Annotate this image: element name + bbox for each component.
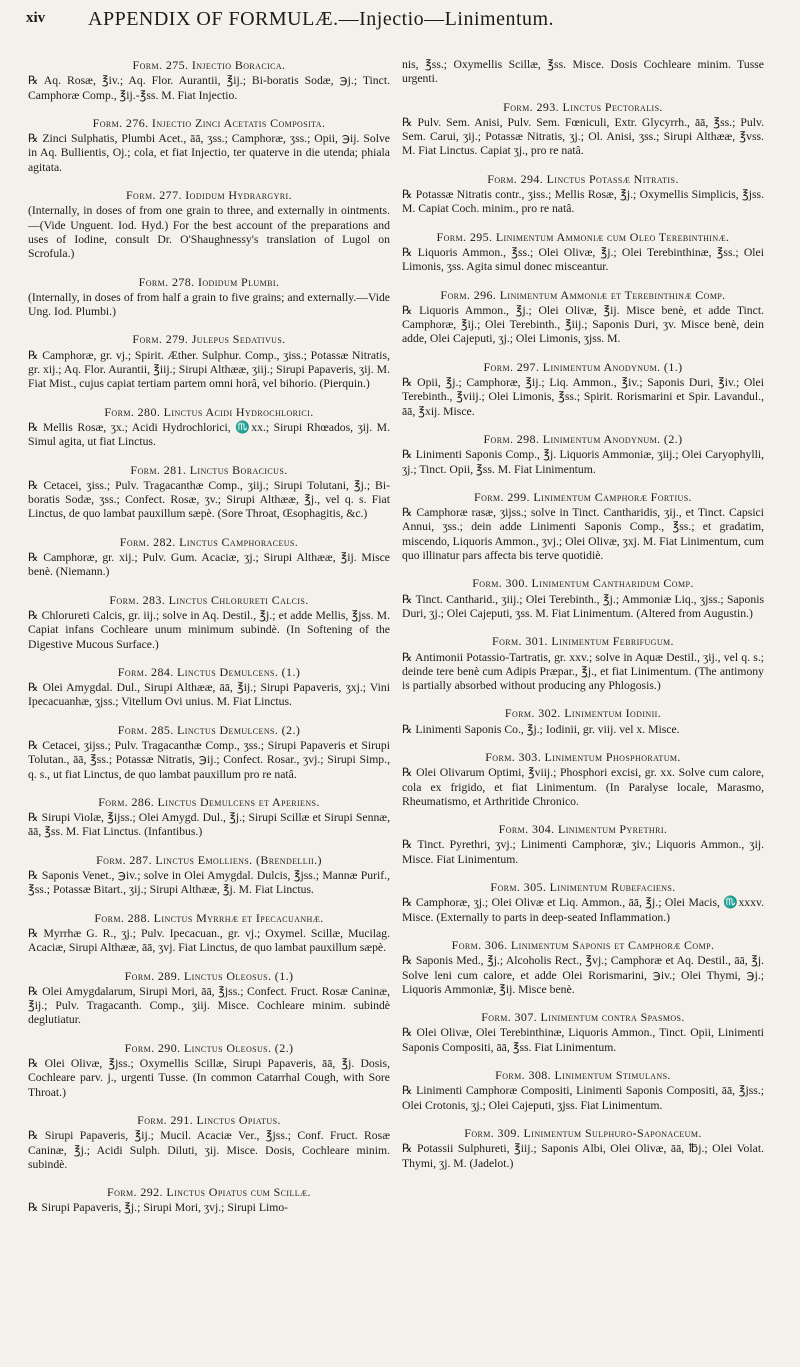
formula-title: Form. 299. Linimentum Camphoræ Fortius. <box>474 489 692 504</box>
formula-body: ℞ Antimonii Potassio-Tartratis, gr. xxv.; solve in Aquæ Destil., ʒij., vel q. s.; deinde tere benè cum Adipis Præpar., ℥j., et fiat Linimentum. (The antimony is partially absorbed without producing any Phlogosis.) <box>402 650 764 693</box>
formula-title: Form. 291. Linctus Opiatus. <box>137 1112 281 1127</box>
formula-body: ℞ Camphoræ, ʒj.; Olei Olivæ et Liq. Ammon., āā, ℥j.; Olei Macis, ♏xxxv. Misce. (Externally to parts in deep-seated Inflammation.) <box>402 896 764 924</box>
formula-title: Form. 294. Linctus Potassæ Nitratis. <box>487 171 679 186</box>
formula-body: ℞ Aq. Rosæ, ℥iv.; Aq. Flor. Aurantii, ℥ij.; Bi-boratis Sodæ, ℈j.; Tinct. Camphoræ Comp., ℥ij.-℥ss. M. Fiat Injectio. <box>28 74 390 102</box>
formula-body: ℞ Zinci Sulphatis, Plumbi Acet., āā, ʒss.; Camphoræ, ʒss.; Opii, ℈ij. Solve in Aq. Bullientis, Oj.; cola, et fiat Injectio, ter quaterve in die utenda; phiala agitata. <box>28 132 390 174</box>
formula-entry <box>28 795 390 840</box>
formula-body: ℞ Olei Amygdal. Dul., Sirupi Althææ, āā, ℥ij.; Sirupi Papaveris, ʒxj.; Vini Ipecacuanhæ, ʒjss.; Vitellum Ovi unius. M. Fiat Linctus. <box>28 681 390 709</box>
formula-body: ℞ Mellis Rosæ, ʒx.; Acidi Hydrochlorici, ♏xx.; Sirupi Rhœados, ʒij. M. Simul agita, ut fiat Linctus. <box>28 420 390 449</box>
formula-title: Form. 289. Linctus Oleosus. (1.) <box>124 968 294 983</box>
formula-entry <box>28 405 390 450</box>
formula-body: ℞ Pulv. Sem. Anisi, Pulv. Sem. Fœniculi, Extr. Glycyrrh., āā, ℥ss.; Pulv. Sem. Carui, ʒij.; Potassæ Nitratis, ʒj.; Ol. Anisi, ʒss.; Sirupi Althææ, ℥vss. M. Fiat Linctus. Capiat ʒj., pro re natâ. <box>402 115 764 158</box>
page-number: xiv <box>26 10 46 26</box>
formula-body: ℞ Camphoræ rasæ, ʒijss.; solve in Tinct. Cantharidis, ʒij., et Tinct. Capsici Annui, ʒss.; dein adde Linimenti Saponis Comp., ℥ss.; et gradatim, miscendo, Liquoris Ammon., ʒvj.; Olei Olivæ, ʒxj. M. Fiat Linimentum, cum quo illinatur pars affecta bis terve quotidiè. <box>402 506 764 563</box>
formula-entry <box>402 100 764 159</box>
page-header <box>26 8 776 38</box>
formula-body: ℞ Olei Amygdalarum, Sirupi Mori, āā, ℥jss.; Confect. Fruct. Rosæ Caninæ, ℥ij.; Pulv. Tragacanth. Comp., ʒiij. Misce. Cochleare minim. subindè deglutiatur. <box>28 984 390 1027</box>
formula-entry <box>402 230 764 275</box>
formula-title: Form. 275. Injectio Boracica. <box>132 58 286 72</box>
formula-entry <box>402 880 764 925</box>
formula-entry <box>28 593 390 652</box>
formula-entry <box>28 723 390 782</box>
formula-body: ℞ Sirupi Papaveris, ℥ij.; Mucil. Acaciæ Ver., ℥jss.; Conf. Fruct. Rosæ Caninæ, ℥j.; Acidi Sulph. Diluti, ʒij. Misce. Dosis, Cochleare minim. subindè. <box>28 1129 390 1171</box>
formula-entry <box>402 58 764 87</box>
formula-body: (Internally, in doses of from one grain to three, and externally in ointments.—(Vide Unguent. Iod. Hyd.) For the best account of the preparations and uses of Iodine, consult Dr. O'Shaughnessy's translation of Lugol on Scrofula.) <box>28 204 390 261</box>
formula-title: Form. 295. Linimentum Ammoniæ cum Oleo Terebinthinæ. <box>436 229 730 244</box>
formula-entry <box>402 1126 764 1171</box>
formula-title: Form. 285. Linctus Demulcens. (2.) <box>117 722 301 737</box>
left-column <box>28 58 390 1229</box>
formula-entry <box>402 288 764 347</box>
formula-title: Form. 304. Linimentum Pyrethri. <box>498 822 668 837</box>
formula-body: ℞ Saponis Venet., ℈iv.; solve in Olei Amygdal. Dulcis, ℥jss.; Mannæ Purif., ℥ss.; Potassæ Bitart., ʒij.; Sirupi Althææ, ℥j. M. Fiat Linctus. <box>28 869 390 897</box>
formula-body: ℞ Potassæ Nitratis contr., ʒiss.; Mellis Rosæ, ℥j.; Oxymellis Simplicis, ℥jss. M. Capiat Coch. minim., pro re natâ. <box>402 188 764 216</box>
formula-title: Form. 298. Linimentum Anodynum. (2.) <box>483 431 683 446</box>
formula-title: Form. 307. Linimentum contra Spasmos. <box>481 1010 685 1025</box>
formula-title: Form. 276. Injectio Zinci Acetatis Composita. <box>92 115 326 130</box>
formula-entry <box>28 665 390 710</box>
formula-title: Form. 286. Linctus Demulcens et Aperiens. <box>98 794 320 809</box>
formula-body: ℞ Sirupi Violæ, ℥ijss.; Olei Amygd. Dul., ℥j.; Sirupi Scillæ et Sirupi Sennæ, āā, ℥ss. M. Fiat Linctus. (Infantibus.) <box>28 811 390 839</box>
formula-entry <box>402 490 764 563</box>
formula-title: Form. 306. Linimentum Saponis et Camphoræ Comp. <box>451 937 715 952</box>
formula-body: ℞ Saponis Med., ℥j.; Alcoholis Rect., ℥vj.; Camphoræ et Aq. Destil., āā, ℥j. Solve leni cum calore, et adde Olei Rorismarini, ℈iv.; Olei Thymi, ℈j.; Liquoris Ammoniæ, ℥ij. Misce benè. <box>402 954 764 996</box>
formula-entry <box>28 911 390 956</box>
formula-entry <box>402 172 764 217</box>
formula-title: Form. 288. Linctus Myrrhæ et Ipecacuanhæ. <box>94 910 324 925</box>
formula-body: ℞ Liquoris Ammon., ℥ss.; Olei Olivæ, ℥j.; Olei Terebinthinæ, ℥ss.; Olei Limonis, ʒss. Agita simul donec misceantur. <box>402 245 764 274</box>
formula-title: Form. 287. Linctus Emolliens. (Brendellii.) <box>96 852 322 867</box>
formula-body: ℞ Tinct. Pyrethri, ʒvj.; Linimenti Camphoræ, ʒiv.; Liquoris Ammon., ʒij. Misce. Fiat Linimentum. <box>402 838 764 866</box>
formula-body: ℞ Tinct. Cantharid., ʒiij.; Olei Terebinth., ℥j.; Ammoniæ Liq., ʒjss.; Saponis Duri, ʒj.; Olei Cajeputi, ʒss. M. Fiat Linimentum. (Altered from Augustin.) <box>402 592 764 620</box>
formula-entry <box>28 332 390 391</box>
formula-title: Form. 301. Linimentum Febrifugum. <box>492 634 674 649</box>
formula-title: Form. 308. Linimentum Stimulans. <box>495 1068 671 1083</box>
formula-entry <box>402 576 764 621</box>
formula-title: Form. 278. Iodidum Plumbi. <box>138 274 280 289</box>
formula-entry <box>28 275 390 320</box>
formula-entry <box>28 1113 390 1172</box>
formula-entry <box>402 634 764 693</box>
formula-entry <box>402 822 764 867</box>
formula-body: ℞ Sirupi Papaveris, ℥j.; Sirupi Mori, ʒvj.; Sirupi Limo- <box>28 1201 289 1215</box>
formula-body: ℞ Camphoræ, gr. vj.; Spirit. Æther. Sulphur. Comp., ʒiss.; Potassæ Nitratis, gr. xij.; Aq. Flor. Aurantii, ℥iij.; Sirupi Althææ, ʒiij.; Sirupi Papaveris, ʒij. M. Fiat Mist., cujus capiat tertiam partem omni horâ, vel bihorio. (Pierquin.) <box>28 348 390 391</box>
formula-title: Form. 305. Linimentum Rubefaciens. <box>490 880 676 895</box>
formula-entry <box>28 58 390 103</box>
formula-entry <box>28 1041 390 1100</box>
formula-body: ℞ Camphoræ, gr. xij.; Pulv. Gum. Acaciæ, ʒj.; Sirupi Althææ, ℥ij. Misce benè. (Niemann.) <box>28 551 390 579</box>
formula-body: ℞ Cetacei, ʒijss.; Pulv. Tragacanthæ Comp., ʒss.; Sirupi Papaveris et Sirupi Tolutan., āā, ℥ss.; Potassæ Nitratis, ℈ij.; Confect. Rosar., ʒvj.; Sirupi Simp., q. s., ut fiat Linctus, de quo lambat pauxillum pro re natâ. <box>28 738 390 781</box>
formula-title: Form. 297. Linimentum Anodynum. (1.) <box>483 359 683 374</box>
formula-title: Form. 300. Linimentum Cantharidum Comp. <box>472 576 694 591</box>
formula-title: Form. 296. Linimentum Ammoniæ et Terebinthinæ Comp. <box>440 287 726 302</box>
formula-body: ℞ Olei Olivæ, Olei Terebinthinæ, Liquoris Ammon., Tinct. Opii, Linimenti Saponis Compositi, āā, ℥ss. Fiat Linimentum. <box>402 1026 764 1054</box>
formula-title: Form. 284. Linctus Demulcens. (1.) <box>117 664 301 679</box>
formula-body: (Internally, in doses of from half a grain to five grains; and externally.—Vide Ung. Iod. Plumbi.) <box>28 290 390 319</box>
formula-entry <box>402 706 764 737</box>
formula-body: ℞ Potassii Sulphureti, ℥iij.; Saponis Albi, Olei Olivæ, āā, ℔j.; Olei Volat. Thymi, ʒj. M. (Jadelot.) <box>402 1142 764 1170</box>
formula-body: ℞ Olei Olivarum Optimi, ℥viij.; Phosphori excisi, gr. xx. Solve cum calore, cola ex frigido, et fiat Linimentum. (In Paralyse locale, Marasmo, Rheumatismo, et Arthritide Chronico. <box>402 766 764 808</box>
formula-body: ℞ Linimenti Camphoræ Compositi, Linimenti Saponis Compositi, āā, ℥jss.; Olei Crotonis, ʒj.; Olei Cajeputi, ʒjss. Fiat Linimentum. <box>402 1084 764 1112</box>
formula-entry <box>28 853 390 898</box>
formula-title: Form. 279. Julepus Sedativus. <box>132 332 286 347</box>
formula-title: Form. 280. Linctus Acidi Hydrochlorici. <box>104 404 314 419</box>
formula-entry <box>402 1010 764 1055</box>
formula-title: Form. 290. Linctus Oleosus. (2.) <box>124 1040 294 1055</box>
formula-title: Form. 282. Linctus Camphoraceus. <box>119 534 299 549</box>
right-column <box>402 58 764 1184</box>
formula-body: ℞ Chlorureti Calcis, gr. iij.; solve in Aq. Destil., ℥j.; et adde Mellis, ℥jss. M. Capiat infans Cochleare unum minimum subindè. (In Softening of the Digestive Mucous Surface.) <box>28 608 390 651</box>
formula-entry <box>402 360 764 419</box>
formula-entry <box>28 969 390 1028</box>
formula-entry <box>28 1185 390 1216</box>
formula-body: ℞ Cetacei, ʒiss.; Pulv. Tragacanthæ Comp., ʒiij.; Sirupi Tolutani, ℥j.; Bi-boratis Sodæ, ʒss.; Confect. Rosæ, ʒv.; Sirupi Althææ, ℥j., vel q. s. Fiat Linctus, de quo lambat pauxillum sæpè. (Sore Throat, Œsophagitis, &c.) <box>28 478 390 521</box>
formula-title: Form. 302. Linimentum Iodinii. <box>504 706 662 721</box>
formula-body: ℞ Linimenti Saponis Co., ℥j.; Iodinii, gr. viij. vel x. Misce. <box>402 722 680 736</box>
formula-entry <box>402 432 764 477</box>
formula-entry <box>28 463 390 522</box>
formula-body: ℞ Liquoris Ammon., ℥j.; Olei Olivæ, ℥ij. Misce benè, et adde Tinct. Camphoræ, ℥ij.; Olei Terebinth., ℥iij.; Saponis Duri, ʒv. Misce benè, dein adde, Olei Cajeputi, ʒj.; Olei Limonis, ʒjss. M. <box>402 303 764 346</box>
formula-entry <box>28 116 390 175</box>
formula-title: Form. 293. Linctus Pectoralis. <box>503 99 663 114</box>
formula-title: Form. 292. Linctus Opiatus cum Scillæ. <box>107 1185 311 1200</box>
formula-title: Form. 277. Iodidum Hydrargyri. <box>125 188 292 203</box>
formula-body: ℞ Opii, ℥j.; Camphoræ, ℥ij.; Liq. Ammon., ℥iv.; Saponis Duri, ℥iv.; Olei Terebinth., ℥viij.; Olei Limonis, ℥ss.; Spirit. Rorismarini et Spir. Lavandul., āā, ℥xij. Misce. <box>402 376 764 418</box>
formula-entry <box>402 750 764 809</box>
formula-entry <box>28 188 390 261</box>
formula-body: ℞ Olei Olivæ, ℥jss.; Oxymellis Scillæ, Sirupi Papaveris, āā, ℥j. Dosis, Cochleare parv. j., urgenti Tusse. (In common Catarrhal Cough, with Sore Throat.) <box>28 1057 390 1099</box>
formula-body: nis, ℥ss.; Oxymellis Scillæ, ℥ss. Misce. Dosis Cochleare minim. Tusse urgenti. <box>402 58 764 86</box>
formula-title: Form. 309. Linimentum Sulphuro-Saponaceum. <box>464 1125 702 1140</box>
formula-title: Form. 283. Linctus Chlorureti Calcis. <box>109 592 309 607</box>
formula-entry <box>28 535 390 580</box>
formula-title: Form. 303. Linimentum Phosphoratum. <box>485 749 681 764</box>
formula-entry <box>402 938 764 997</box>
formula-body: ℞ Linimenti Saponis Comp., ℥j. Liquoris Ammoniæ, ʒiij.; Olei Caryophylli, ʒj.; Tinct. Opii, ℥ss. M. Fiat Linimentum. <box>402 448 764 476</box>
formula-entry <box>402 1068 764 1113</box>
formula-body: ℞ Myrrhæ G. R., ʒj.; Pulv. Ipecacuan., gr. vj.; Oxymel. Scillæ, Mucilag. Acaciæ, Sirupi Althææ, āā, ʒvj. Fiat Linctus, de quo lambat pauxillum sæpè. <box>28 926 390 955</box>
running-title: APPENDIX OF FORMULÆ.—Injectio—Linimentum. <box>88 8 555 30</box>
formula-title: Form. 281. Linctus Boracicus. <box>130 462 288 477</box>
